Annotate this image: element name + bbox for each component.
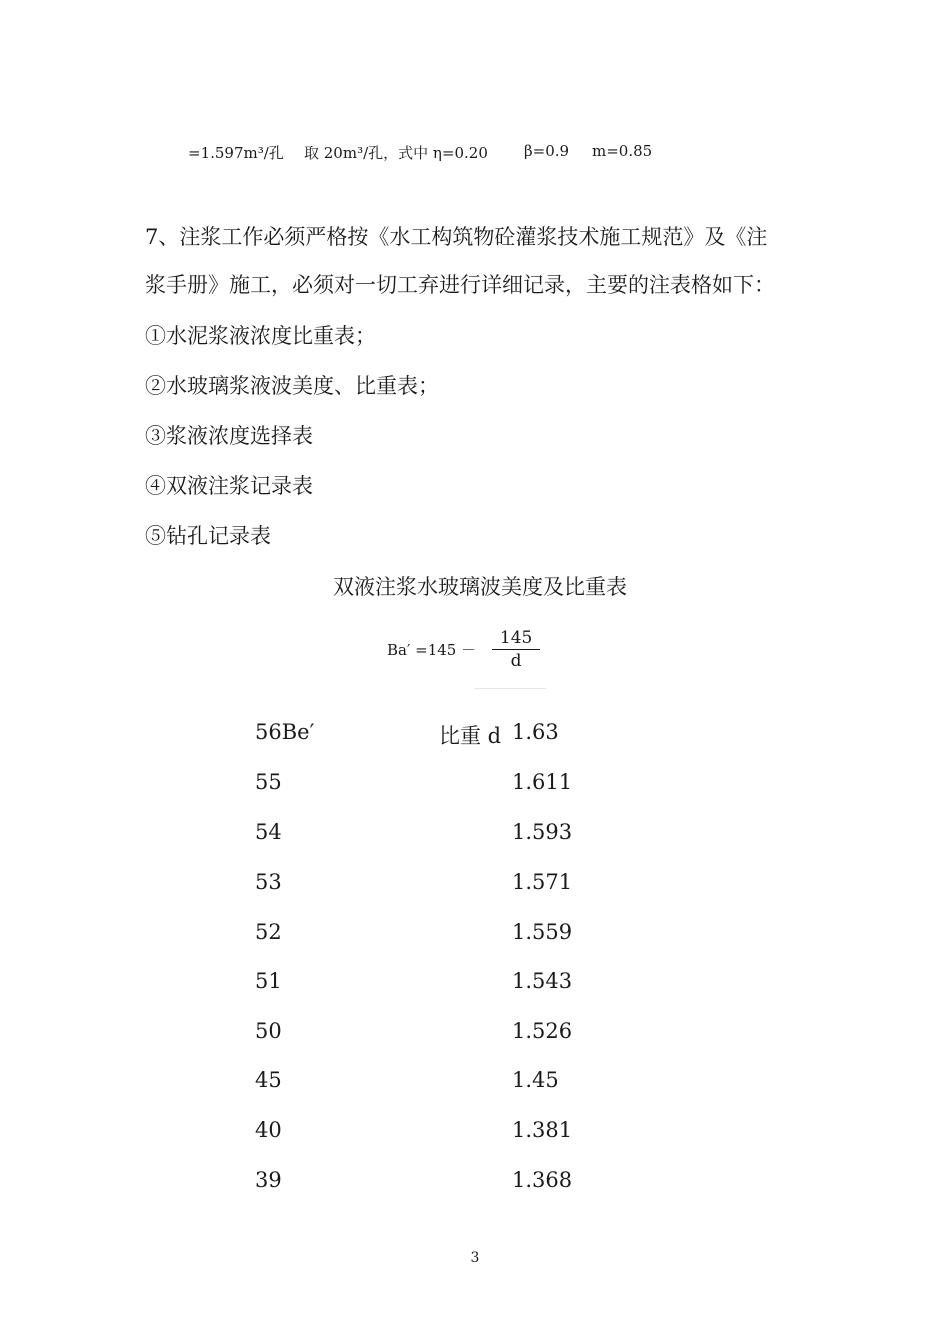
fraction-numerator: 145 [492,628,540,650]
formula-beta: β=0.9 [524,142,570,160]
table-title: 双液注浆水玻璃波美度及比重表 [333,575,627,599]
formula-m: m=0.85 [592,142,653,160]
row-density: 1.543 [512,969,573,993]
row-baume: 51 [255,969,282,993]
grout-volume-formula-line [188,142,652,163]
row-baume: 45 [255,1068,282,1092]
list-item: ②水玻璃浆液波美度、比重表； [145,374,439,398]
formula-result: =1.597m³/孔 [188,144,284,162]
header-baume: 56Be′ [255,720,315,744]
row-baume: 39 [255,1168,282,1192]
row-baume: 40 [255,1118,282,1142]
paragraph-7-line-1: 7、注浆工作必须严格按《水工构筑物砼灌浆技术施工规范》及《注 [145,225,768,249]
list-item: ④双液注浆记录表 [145,474,313,498]
fraction-denominator: d [510,651,522,671]
equation-fraction [492,628,540,671]
formula-chosen-value: 取 20m³/孔，式中 η=0.20 [304,144,488,162]
row-density: 1.611 [512,770,573,794]
row-density: 1.559 [512,920,573,944]
baume-equation [387,628,540,671]
header-density-label: 比重 d [439,724,502,748]
row-density: 1.45 [512,1068,559,1092]
row-baume: 50 [255,1019,282,1043]
list-item: ①水泥浆液浓度比重表； [145,324,376,348]
row-baume: 55 [255,770,282,794]
row-density: 1.381 [512,1118,573,1142]
row-baume: 53 [255,870,282,894]
list-item: ③浆液浓度选择表 [145,424,313,448]
list-item: ⑤钻孔记录表 [145,524,271,548]
row-density: 1.593 [512,820,573,844]
paragraph-7-line-2: 浆手册》施工，必须对一切工弃进行详细记录，主要的注表格如下： [145,273,775,297]
row-baume: 52 [255,920,282,944]
header-density-value: 1.63 [512,720,559,744]
page-number: 3 [470,1250,480,1266]
divider [474,688,546,689]
row-density: 1.526 [512,1019,573,1043]
equation-left-side: Ba′ =145 － [387,641,477,659]
row-density: 1.571 [512,870,573,894]
row-baume: 54 [255,820,282,844]
row-density: 1.368 [512,1168,573,1192]
